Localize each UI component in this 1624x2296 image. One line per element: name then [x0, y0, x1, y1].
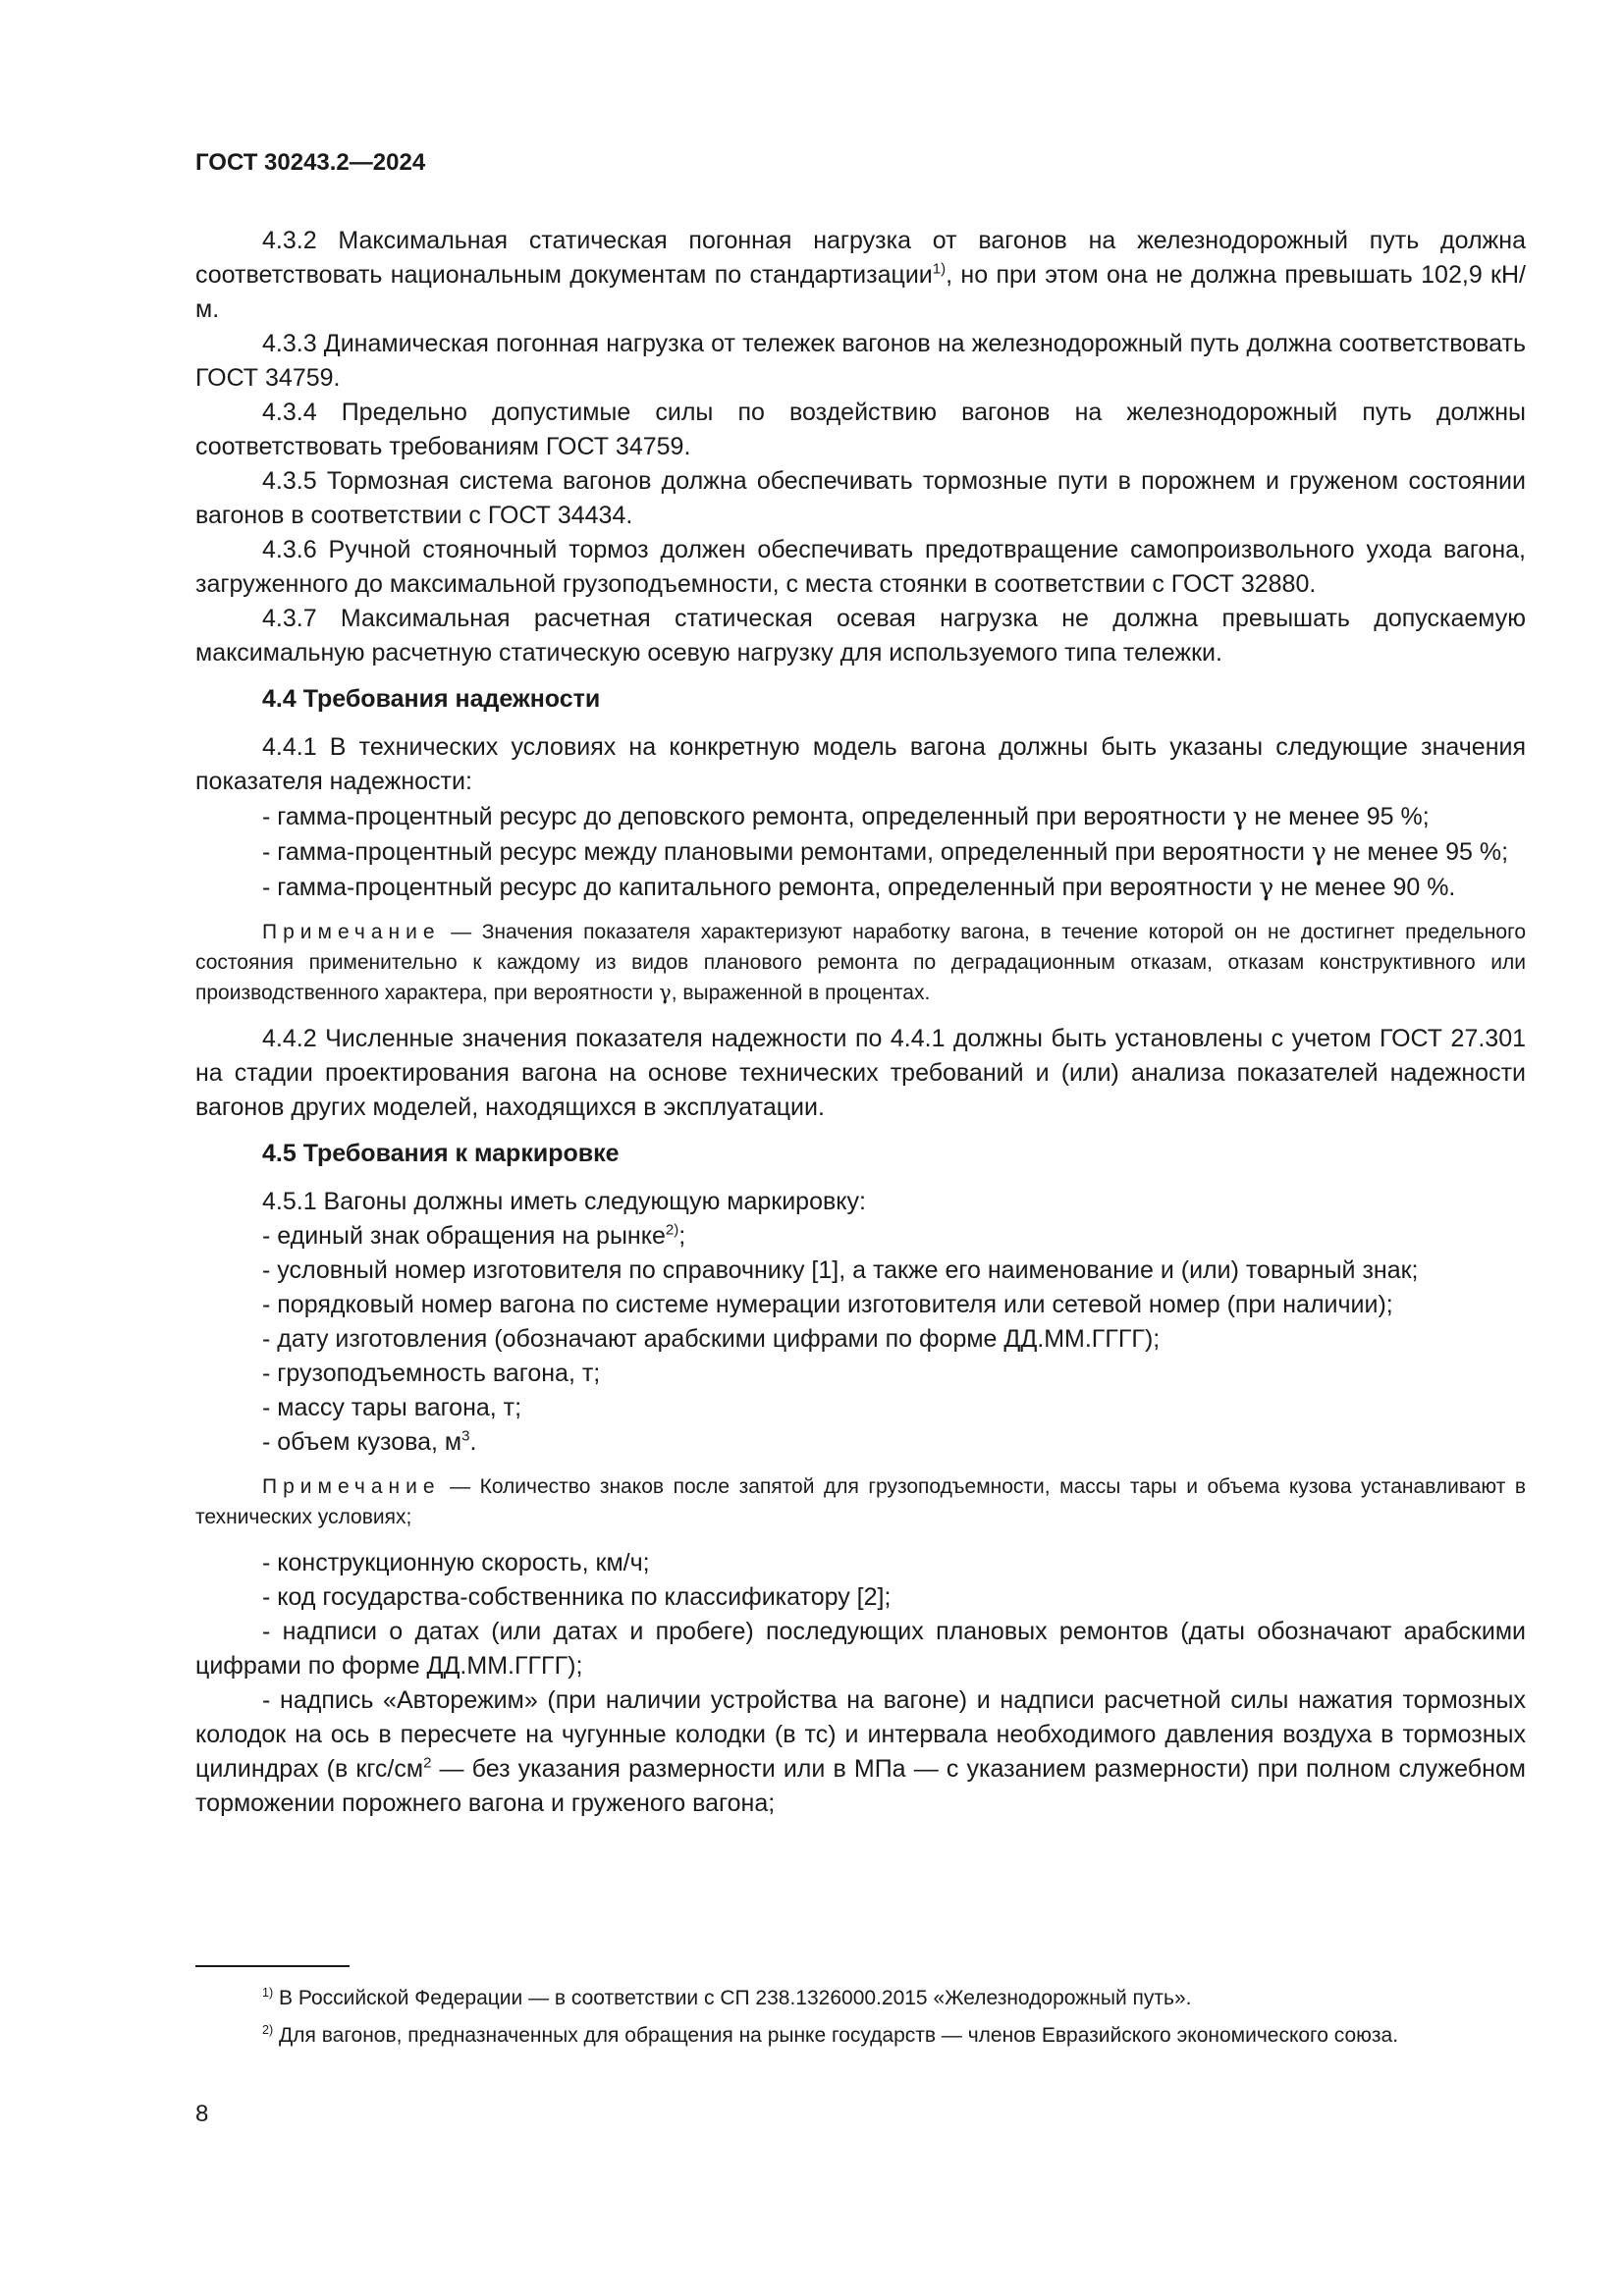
gamma-symbol: γ	[1311, 837, 1326, 866]
clause-4-4-2: 4.4.2 Численные значения показателя надежности по 4.4.1 должны быть установлены с учетом ГОСТ 27.301 на стадии проектирования вагона на основе технических требований и (или) анализа показателей надежности вагонов других моделей, находящихся в эксплуатации.	[195, 1025, 1526, 1121]
footnote-ref: 2)	[665, 1221, 679, 1239]
list-item: - дату изготовления (обозначают арабскими цифрами по форме ДД.ММ.ГГГГ);	[262, 1325, 1161, 1353]
footnote-mark: 1)	[262, 1986, 274, 2000]
gamma-symbol: γ	[1232, 802, 1248, 830]
list-text: не менее 95 %;	[1326, 838, 1509, 866]
clause-4-3-5: 4.3.5 Тормозная система вагонов должна обеспечивать тормозные пути в порожнем и груженом состоянии вагонов в соответствии с ГОСТ 34434.	[195, 467, 1526, 529]
clause-4-3-2	[195, 224, 1526, 327]
list-text: .	[469, 1428, 477, 1456]
list-item	[195, 834, 1526, 870]
list-text: - объем кузова, м	[262, 1428, 462, 1456]
clause-4-5-1: 4.5.1 Вагоны должны иметь следующую маркировку:	[262, 1188, 866, 1215]
list-item	[195, 799, 1526, 834]
clause-4-3-3: 4.3.3 Динамическая погонная нагрузка от тележек вагонов на железнодорожный путь должна соответствовать ГОСТ 34759.	[195, 330, 1526, 392]
footnote-text: Для вагонов, предназначенных для обращения на рынке государств — членов Евразийского экономического союза.	[273, 2024, 1399, 2047]
list-text: — без указания размерности или в МПа — с указанием размерности) при полном служебном торможении порожнего вагона и груженого вагона;	[195, 1755, 1526, 1817]
note-1	[195, 917, 1526, 1008]
gamma-symbol: γ	[659, 981, 672, 1004]
clause-text: 4.3.2 Максимальная статическая погонная нагрузка от вагонов на железнодорожный путь должна соответствовать национальным документам по стандартизации	[195, 227, 1526, 289]
list-item: - грузоподъемность вагона, т;	[262, 1360, 601, 1387]
list-text: не менее 90 %.	[1273, 874, 1456, 901]
document-header: ГОСТ 30243.2—2024	[195, 149, 426, 176]
clause-text: , но при этом она не должна превышать 102,9 кН/м.	[195, 261, 1526, 323]
note-text: — Значения показателя характеризуют наработку вагона, в течение которой он не достигнет предельного состояния применительно к каждому из видов планового ремонта по деградационным отказам, отказам конструктивного или производственного характера, при вероятности	[195, 921, 1526, 1004]
list-item	[195, 1683, 1526, 1821]
list-item: - конструкционную скорость, км/ч;	[262, 1549, 650, 1576]
document-body	[195, 224, 1526, 1821]
footnote-2	[195, 2020, 1526, 2051]
footnote-mark: 2)	[262, 2023, 274, 2037]
footnote-1	[195, 1983, 1526, 2013]
clause-4-4-1: 4.4.1 В технических условиях на конкретную модель вагона должны быть указаны следующие значения показателя надежности:	[195, 733, 1526, 795]
superscript: 2	[423, 1754, 432, 1772]
list-text: - надпись «Авторежим» (при наличии устройства на вагоне) и надписи расчетной силы нажатия тормозных колодок на ось в пересчете на чугунные колодки (в тс) и интервала необходимого давления воздуха в тормозных цилиндрах (в кгс/см	[195, 1686, 1526, 1783]
clause-4-3-6: 4.3.6 Ручной стояночный тормоз должен обеспечивать предотвращение самопроизвольного ухода вагона, загруженного до максимальной грузоподъемности, с места стоянки в соответствии с ГОСТ 32880.	[195, 536, 1526, 598]
footnote-text: В Российской Федерации — в соответствии с СП 238.1326000.2015 «Железнодорожный путь».	[273, 1987, 1192, 2009]
section-heading-4-4: 4.4 Требования надежности	[262, 685, 601, 713]
superscript: 3	[461, 1427, 470, 1445]
list-text: не менее 95 %;	[1247, 803, 1430, 830]
footnote-ref: 1)	[932, 260, 947, 278]
note-label: Примечание	[262, 921, 441, 943]
list-item: - условный номер изготовителя по справочнику [1], а также его наименование и (или) товарный знак;	[262, 1256, 1419, 1284]
note-label: Примечание	[262, 1475, 441, 1498]
note-text: — Количество знаков после запятой для грузоподъемности, массы тары и объема кузова устанавливают в технических условиях;	[195, 1475, 1526, 1528]
gamma-symbol: γ	[1259, 873, 1274, 901]
list-text: - гамма-процентный ресурс до капитального ремонта, определенный при вероятности	[262, 874, 1260, 901]
section-heading-4-5: 4.5 Требования к маркировке	[262, 1140, 620, 1167]
list-item: - порядковый номер вагона по системе нумерации изготовителя или сетевой номер (при наличии);	[262, 1291, 1393, 1318]
note-2	[195, 1471, 1526, 1532]
footnote-separator	[195, 1965, 350, 1967]
list-item	[195, 870, 1526, 905]
list-item	[195, 1219, 1526, 1254]
list-text: - гамма-процентный ресурс между плановыми ремонтами, определенный при вероятности	[262, 838, 1312, 866]
list-item: - код государства-собственника по классификатору [2];	[262, 1583, 892, 1611]
clause-4-3-7: 4.3.7 Максимальная расчетная статическая осевая нагрузка не должна превышать допускаемую максимальную расчетную статическую осевую нагрузку для используемого типа тележки.	[195, 605, 1526, 667]
list-text: - единый знак обращения на рынке	[262, 1222, 666, 1250]
list-item: - надписи о датах (или датах и пробеге) последующих плановых ремонтов (даты обозначают арабскими цифрами по форме ДД.ММ.ГГГГ);	[195, 1618, 1526, 1680]
clause-4-3-4: 4.3.4 Предельно допустимые силы по воздействию вагонов на железнодорожный путь должны соответствовать требованиям ГОСТ 34759.	[195, 399, 1526, 460]
list-item: - массу тары вагона, т;	[262, 1394, 522, 1421]
list-item	[195, 1425, 1526, 1460]
list-text: - гамма-процентный ресурс до деповского ремонта, определенный при вероятности	[262, 803, 1233, 830]
list-text: ;	[678, 1222, 686, 1250]
note-text: , выраженной в процентах.	[671, 982, 931, 1004]
page-number: 8	[195, 2101, 209, 2127]
